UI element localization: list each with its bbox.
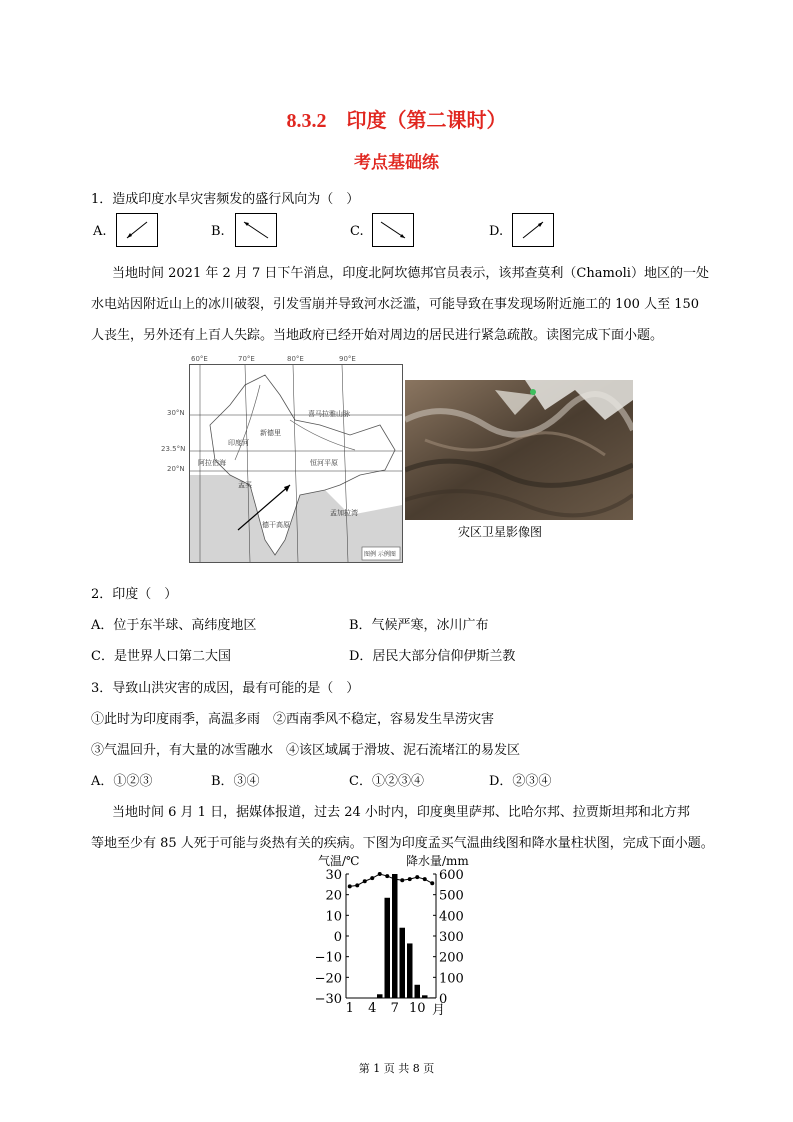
map-lon-60: 60°E — [191, 355, 208, 363]
q2-option-c[interactable]: C．是世界人口第二大国 — [91, 649, 231, 664]
temperature-point — [423, 877, 427, 881]
chart-x-tick-label: 10 — [408, 1001, 426, 1016]
q3-option-d[interactable]: D．②③④ — [489, 774, 552, 789]
q1-option-d[interactable] — [512, 213, 554, 247]
precipitation-bar — [385, 898, 391, 998]
map-legend: 图例 示例图 — [364, 551, 396, 558]
temperature-point — [430, 881, 434, 885]
temperature-point — [415, 875, 419, 879]
precipitation-bar — [415, 985, 421, 998]
q1-option-b[interactable] — [235, 213, 277, 247]
satellite-terrain — [405, 380, 633, 520]
climate-chart-svg — [310, 852, 480, 1017]
temperature-point — [385, 874, 389, 878]
map-lon-90: 90°E — [339, 355, 356, 363]
q2-option-b[interactable]: B．气候严寒，冰川广布 — [349, 618, 489, 633]
chart-right-tick-label: 200 — [439, 950, 464, 966]
chart-left-tick-label: 10 — [325, 909, 342, 925]
arrow-northwest-icon — [236, 214, 276, 246]
temperature-point — [378, 872, 382, 876]
precipitation-bar — [430, 997, 436, 998]
question-3-stem: 3．导致山洪灾害的成因，最有可能的是（ ） — [91, 681, 360, 696]
temperature-point — [400, 878, 404, 882]
map-label-arabian-sea: 阿拉伯海 — [198, 459, 226, 467]
map-label-new-delhi: 新德里 — [260, 429, 281, 437]
precipitation-bar — [407, 943, 413, 998]
passage-1-line-2: 水电站因附近山上的冰川破裂，引发雪崩并导致河水泛滥，可能导致在事发现场附近施工的 100 人至 150 — [91, 297, 700, 312]
passage-1-line-1: 当地时间 2021 年 2 月 7 日下午消息，印度北阿坎德邦官员表示，该邦查莫利（Chamoli）地区的一处 — [112, 266, 709, 281]
chart-right-tick-label: 300 — [439, 930, 464, 945]
map-label-ganges-plain: 恒河平原 — [310, 459, 338, 467]
q2-option-a[interactable]: A．位于东半球、高纬度地区 — [91, 618, 257, 633]
precipitation-bar — [422, 995, 428, 998]
arrow-northeast-icon — [513, 214, 553, 246]
temperature-point — [348, 884, 352, 888]
satellite-image — [405, 380, 633, 520]
chart-left-tick-label: −10 — [314, 950, 342, 966]
map-lon-70: 70°E — [238, 355, 255, 363]
temperature-point — [370, 876, 374, 880]
chart-right-tick-label: 100 — [439, 971, 464, 987]
page-title: 8.3.2 印度（第二课时） — [286, 110, 507, 132]
q3-option-c[interactable]: C．①②③④ — [349, 774, 424, 789]
arrow-southeast-icon — [373, 214, 413, 246]
chart-xlabel: 月 — [432, 1003, 446, 1017]
question-1-stem: 1．造成印度水旱灾害频发的盛行风向为（ ） — [91, 192, 360, 207]
chart-left-tick-label: 0 — [333, 930, 342, 945]
arrow-southwest-icon — [117, 214, 157, 246]
q1-option-b-label: B. — [211, 224, 225, 239]
chart-left-tick-label: −20 — [314, 971, 342, 987]
q1-option-a[interactable] — [116, 213, 158, 247]
chart-left-tick-label: 20 — [325, 888, 342, 904]
q3-option-a[interactable]: A．①②③ — [91, 774, 153, 789]
q1-option-c-label: C. — [350, 224, 364, 239]
q3-option-b[interactable]: B．③④ — [211, 774, 260, 789]
chart-x-tick-label: 7 — [390, 1001, 399, 1016]
chart-ylabel-right: 降水量/mm — [406, 854, 469, 868]
q2-option-d[interactable]: D．居民大部分信仰伊斯兰教 — [349, 649, 516, 664]
precipitation-bar — [377, 994, 383, 998]
map-lon-80: 80°E — [287, 355, 304, 363]
temperature-point — [393, 877, 397, 881]
temperature-point — [363, 879, 367, 883]
climate-chart — [310, 852, 480, 1017]
precipitation-bar — [400, 928, 406, 998]
chart-left-tick-label: 30 — [325, 868, 342, 883]
map-label-mumbai: 孟买 — [238, 481, 252, 489]
map-label-indus: 印度河 — [228, 439, 249, 447]
map-lat-30: 30°N — [167, 409, 185, 417]
india-map — [189, 364, 403, 563]
q1-option-a-label: A. — [93, 224, 107, 239]
chart-right-tick-label: 600 — [439, 868, 464, 883]
map-label-bay-of-bengal: 孟加拉湾 — [330, 509, 358, 517]
passage-1-line-3: 人丧生，另外还有上百人失踪。当地政府已经开始对周边的居民进行紧急疏散。读图完成下面小题。 — [91, 328, 664, 343]
chart-right-tick-label: 0 — [439, 992, 448, 1007]
map-label-deccan: 德干高原 — [262, 521, 290, 529]
temperature-line — [350, 874, 433, 886]
q1-option-c[interactable] — [372, 213, 414, 247]
temperature-point — [408, 877, 412, 881]
chart-right-tick-label: 400 — [439, 909, 464, 925]
chart-x-tick-label: 1 — [345, 1001, 354, 1016]
passage-2-line-1: 当地时间 6 月 1 日，据媒体报道，过去 24 小时内，印度奥里萨邦、比哈尔邦、拉贾斯坦邦和北方邦 — [112, 805, 690, 820]
map-label-himalaya: 喜马拉雅山脉 — [308, 410, 350, 418]
precipitation-bar — [392, 874, 398, 998]
map-lat-23-5: 23.5°N — [161, 445, 186, 453]
chart-right-tick-label: 500 — [439, 888, 464, 904]
map-lat-20: 20°N — [167, 465, 185, 473]
chart-ylabel-left: 气温/℃ — [318, 854, 360, 868]
q3-statements-1: ①此时为印度雨季，高温多雨 ②西南季风不稳定，容易发生旱涝灾害 — [91, 712, 495, 727]
page-subtitle: 考点基础练 — [354, 153, 439, 172]
satellite-caption: 灾区卫星影像图 — [458, 525, 543, 539]
q3-statements-2: ③气温回升，有大量的冰雪融水 ④该区域属于滑坡、泥石流堵江的易发区 — [91, 743, 521, 758]
chart-left-tick-label: −30 — [314, 992, 342, 1007]
chart-x-tick-label: 4 — [368, 1001, 377, 1016]
passage-2-line-2: 等地至少有 85 人死于可能与炎热有关的疾病。下图为印度孟买气温曲线图和降水量柱状图，完成下面小题。 — [91, 836, 714, 851]
temperature-point — [355, 883, 359, 887]
page-footer: 第 1 页 共 8 页 — [358, 1062, 435, 1075]
q1-option-d-label: D. — [489, 224, 504, 239]
question-2-stem: 2．印度（ ） — [91, 587, 178, 602]
india-map-drawing — [190, 365, 402, 562]
